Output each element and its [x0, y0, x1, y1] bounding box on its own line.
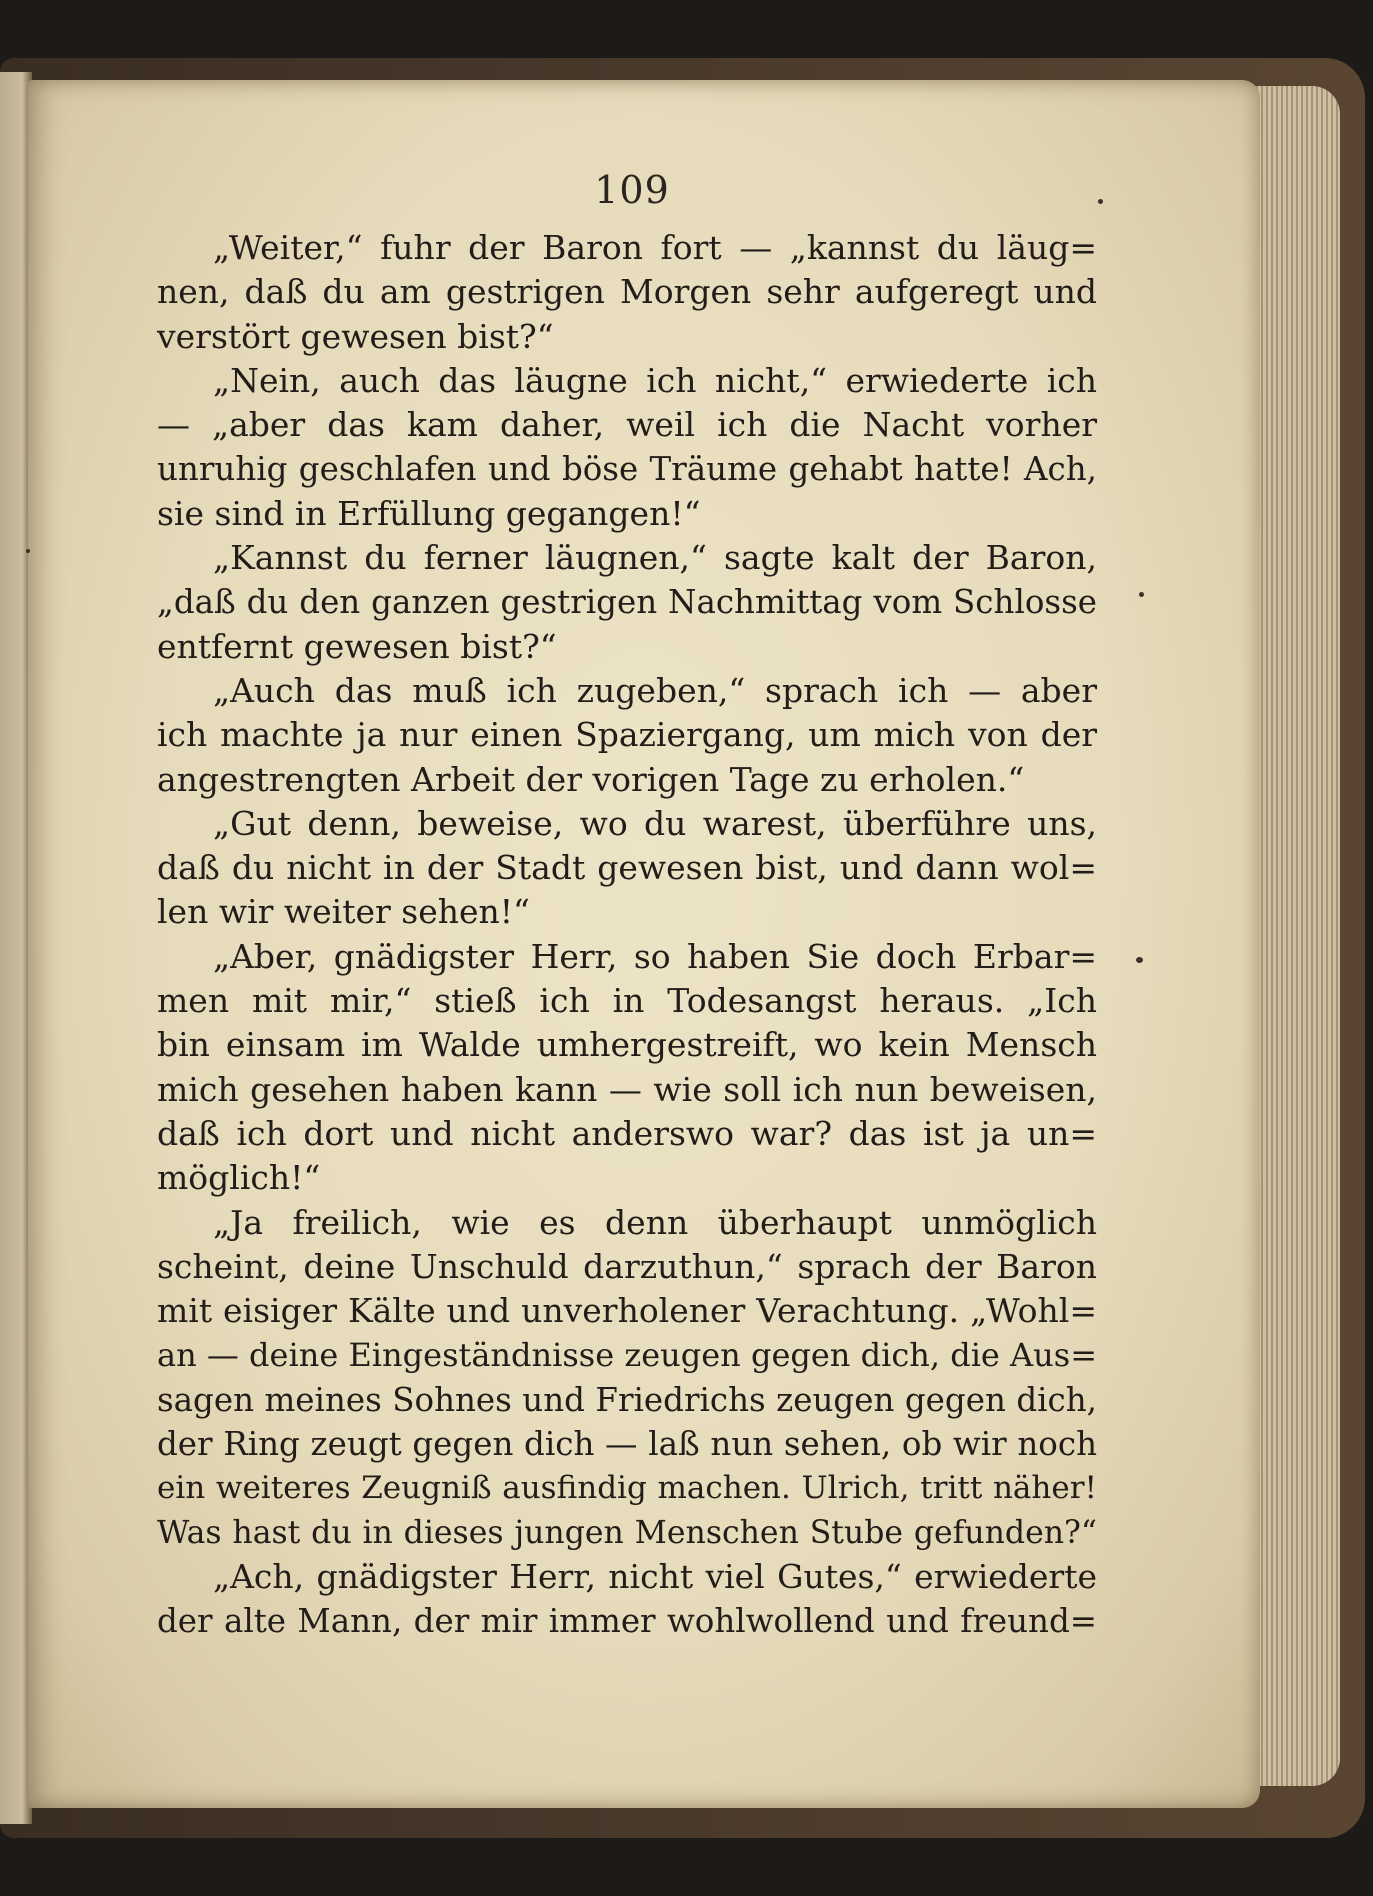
text-line: bin einsam im Walde umhergestreift, wo kein Mensch: [157, 1025, 1097, 1065]
text-line: der alte Mann, der mir immer wohlwollend und freund=: [157, 1602, 1097, 1641]
text-line: möglich!“: [157, 1158, 321, 1198]
text-line: „Kannst du ferner läugnen,“ sagte kalt der Baron,: [213, 538, 1097, 578]
page-edges: [1248, 86, 1340, 1786]
page-number: 109: [594, 168, 670, 212]
text-line: daß ich dort und nicht anderswo war? das ist ja un=: [157, 1113, 1097, 1153]
text-line: daß du nicht in der Stadt gewesen bist, und dann wol=: [157, 848, 1097, 888]
text-line: „Ach, gnädigster Herr, nicht viel Gutes,“ erwiederte: [213, 1556, 1097, 1596]
ink-speck: [26, 549, 30, 553]
text-line: mit eisiger Kälte und unverholener Verachtung. „Wohl=: [157, 1291, 1097, 1331]
text-line: „Ja freilich, wie es denn überhaupt unmöglich: [213, 1202, 1097, 1242]
text-line: angestrengten Arbeit der vorigen Tage zu erholen.“: [157, 759, 1025, 799]
text-line: ich machte ja nur einen Spaziergang, um mich von der: [157, 715, 1097, 755]
ink-speck: [1136, 957, 1143, 963]
text-line: scheint, deine Unschuld darzuthun,“ sprach der Baron: [157, 1246, 1097, 1286]
text-line: „daß du den ganzen gestrigen Nachmittag vom Schlosse: [157, 583, 1097, 622]
text-line: — „aber das kam daher, weil ich die Nacht vorher: [157, 405, 1097, 445]
text-line: len wir weiter sehen!“: [157, 892, 530, 932]
text-line: entfernt gewesen bist?“: [157, 626, 557, 666]
text-line: sie sind in Erfüllung gegangen!“: [157, 493, 701, 533]
text-line: „Gut denn, beweise, wo du warest, überführe uns,: [213, 803, 1097, 843]
text-line: mich gesehen haben kann — wie soll ich nun beweisen,: [157, 1069, 1097, 1109]
text-line: „Aber, gnädigster Herr, so haben Sie doch Erbar=: [213, 936, 1097, 976]
body-text: [157, 226, 1097, 1644]
text-line: „Auch das muß ich zugeben,“ sprach ich — aber: [213, 670, 1097, 710]
text-line: an — deine Eingeständnisse zeugen gegen dich, die Aus=: [157, 1336, 1097, 1375]
ink-speck: [1098, 199, 1103, 204]
text-line: nen, daß du am gestrigen Morgen sehr aufgeregt und: [157, 272, 1097, 312]
text-line: „Nein, auch das läugne ich nicht,“ erwiederte ich: [213, 360, 1097, 400]
text-line: unruhig geschlafen und böse Träume gehabt hatte! Ach,: [157, 450, 1097, 489]
text-line: der Ring zeugt gegen dich — laß nun sehen, ob wir noch: [157, 1425, 1097, 1464]
ink-speck: [1139, 592, 1144, 597]
text-line: „Weiter,“ fuhr der Baron fort — „kannst du läug=: [213, 228, 1097, 267]
text-line: Was hast du in dieses jungen Menschen Stube gefunden?“: [157, 1514, 1097, 1551]
text-line: sagen meines Sohnes und Friedrichs zeugen gegen dich,: [157, 1380, 1097, 1419]
text-line: ein weiteres Zeugniß ausfindig machen. Ulrich, tritt näher!: [157, 1470, 1097, 1507]
text-line: men mit mir,“ stieß ich in Todesangst heraus. „Ich: [157, 981, 1097, 1021]
text-line: verstört gewesen bist?“: [157, 316, 554, 356]
